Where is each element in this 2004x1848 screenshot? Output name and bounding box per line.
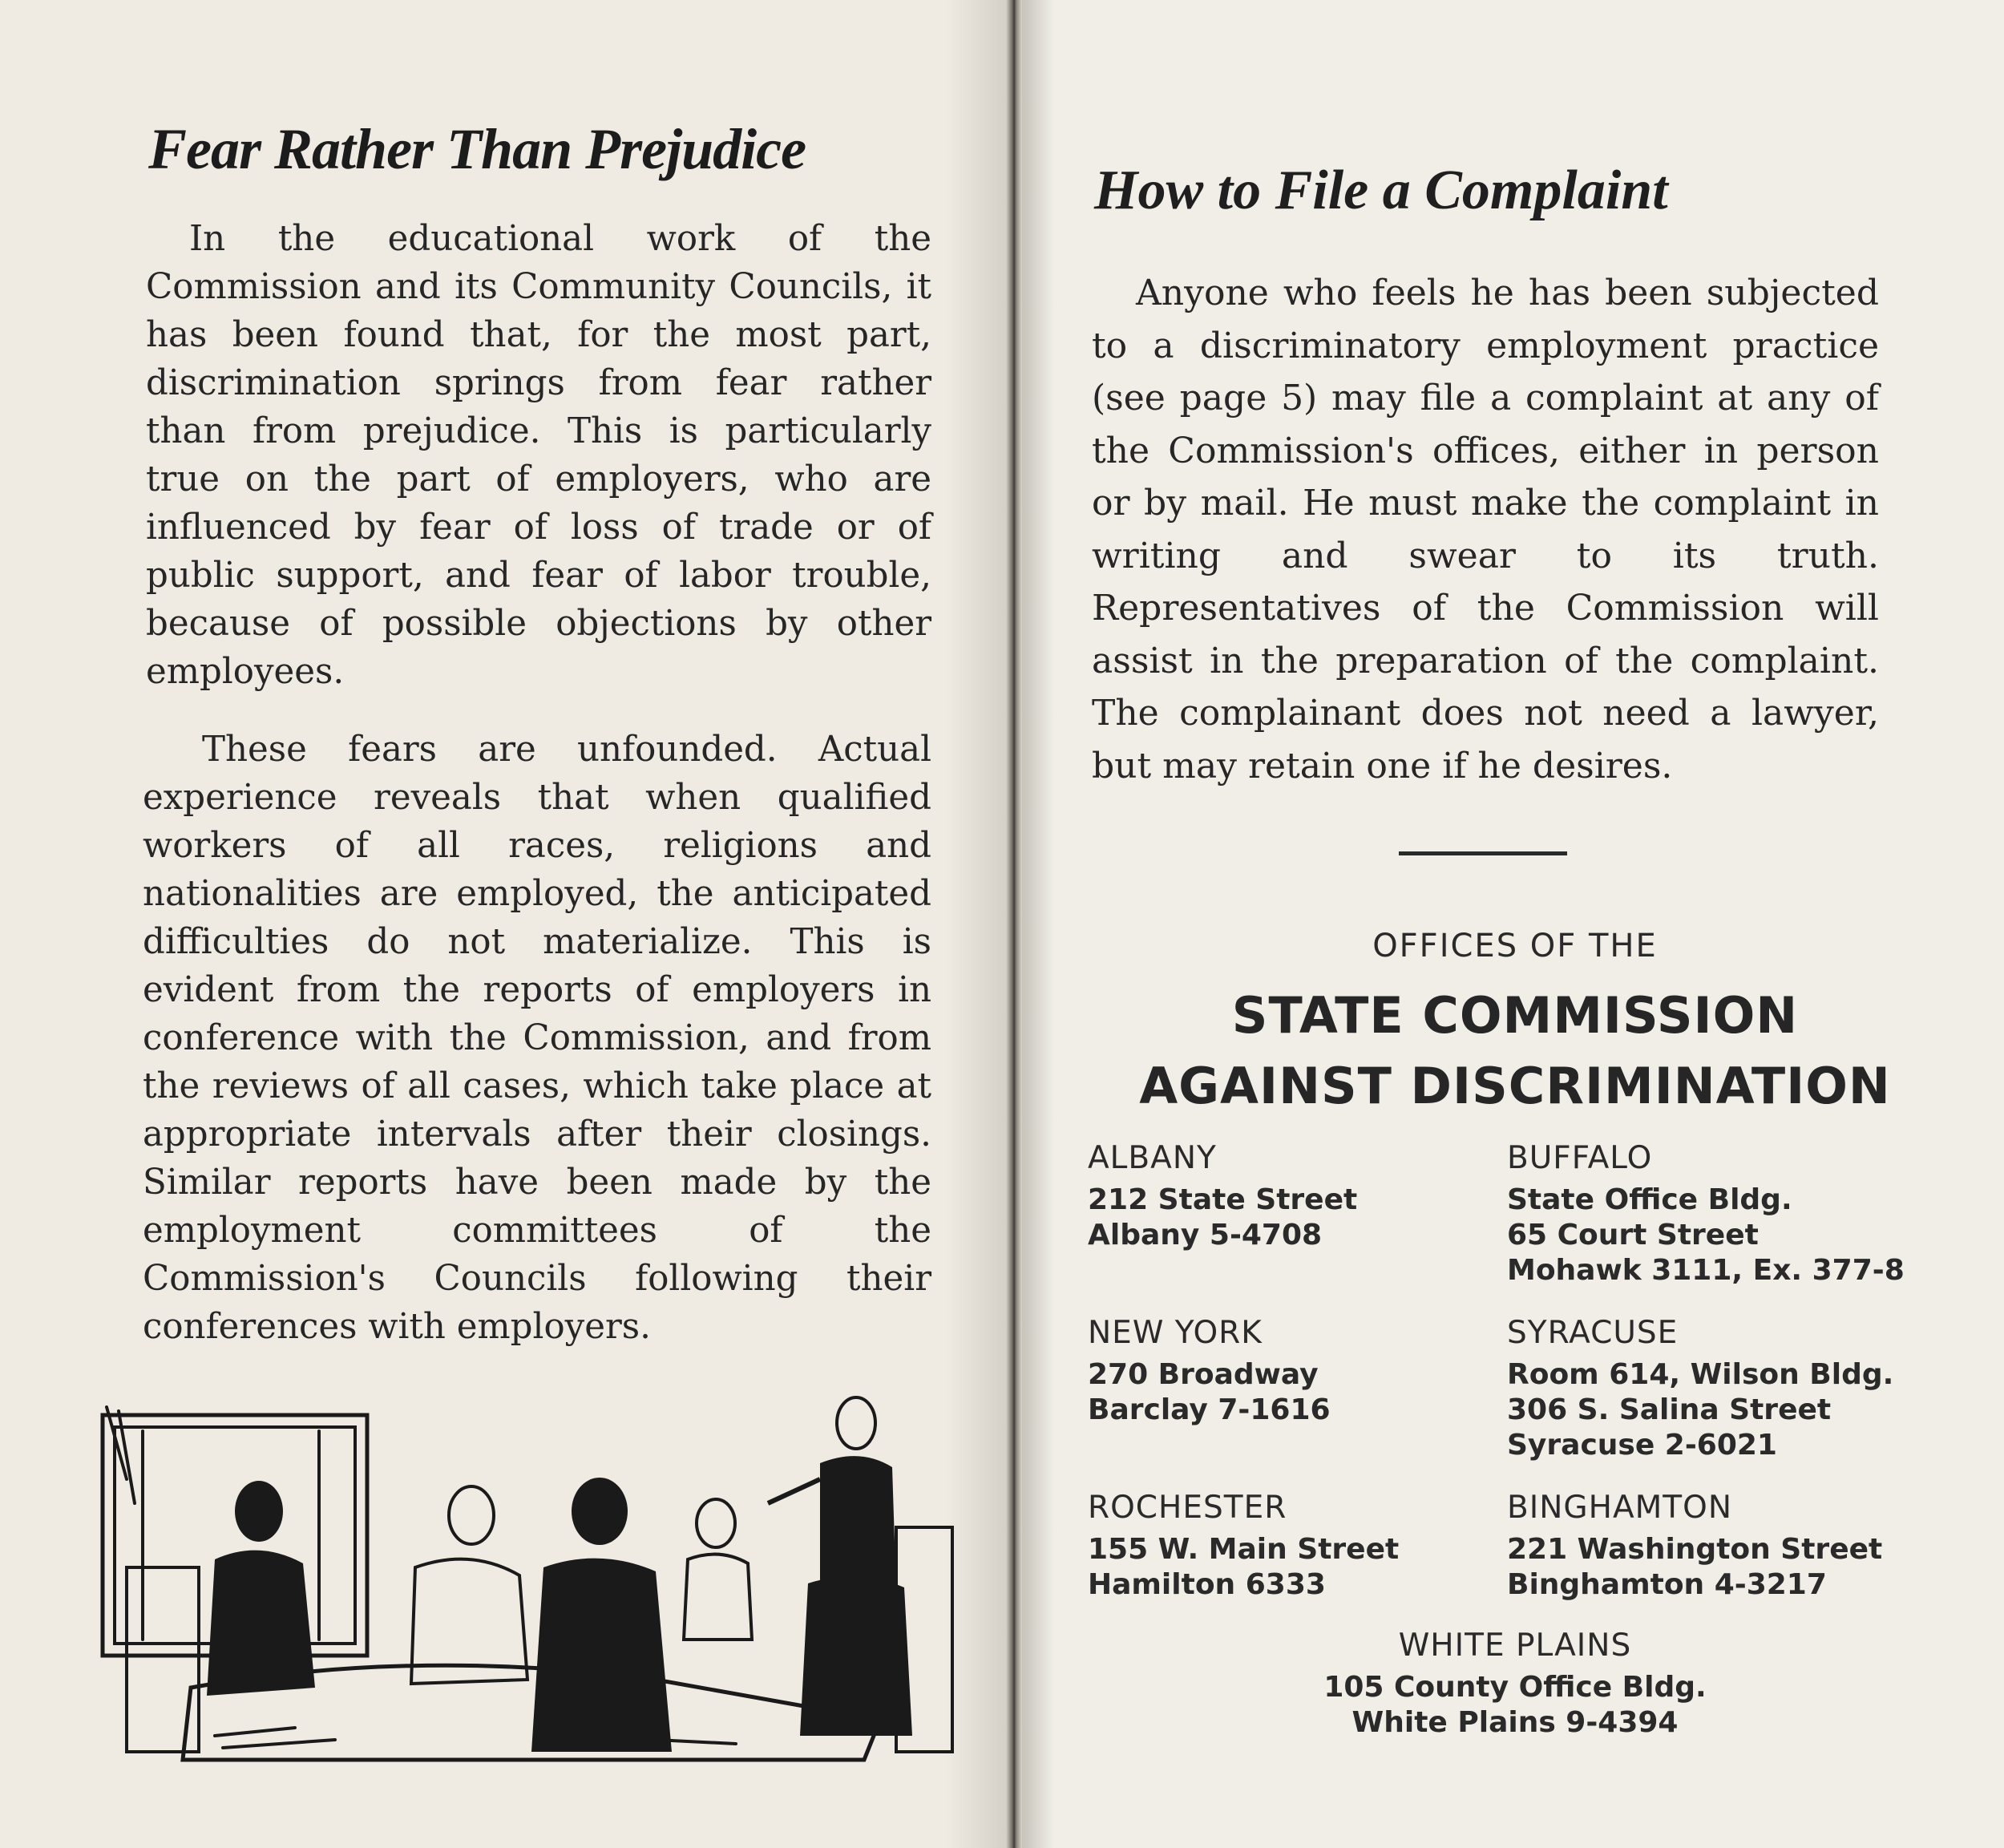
commission-title-line-1: STATE COMMISSION xyxy=(1231,986,1799,1045)
left-page-heading: Fear Rather Than Prejudice xyxy=(148,117,806,181)
meeting-illustration xyxy=(95,1383,964,1784)
right-page-heading: How to File a Complaint xyxy=(1094,160,1668,221)
office-phone: Syracuse 2-6021 xyxy=(1507,1429,1777,1462)
office-address: 212 State Street xyxy=(1088,1183,1358,1216)
office-new-york xyxy=(1088,1315,1331,1428)
office-phone: Mohawk 3111, Ex. 377-8 xyxy=(1507,1254,1905,1287)
commission-title-line-2: AGAINST DISCRIMINATION xyxy=(1139,1057,1891,1115)
office-phone: White Plains 9-4394 xyxy=(1351,1706,1679,1739)
office-city: BINGHAMTON xyxy=(1507,1490,1733,1526)
office-building: State Office Bldg. xyxy=(1507,1183,1792,1216)
office-city: ALBANY xyxy=(1088,1140,1217,1176)
office-city: SYRACUSE xyxy=(1507,1315,1679,1351)
office-address: 270 Broadway xyxy=(1088,1358,1319,1391)
office-white-plains xyxy=(1094,1628,1936,1741)
office-city: NEW YORK xyxy=(1088,1315,1263,1351)
spine-shadow xyxy=(1022,0,1054,1848)
office-building: Room 614, Wilson Bldg. xyxy=(1507,1358,1894,1391)
complaint-paragraph: Anyone who feels he has been subjected to a discriminatory employment practice (see page 5) may file a complaint at any of the Commission's offices, either in person or by mail. He must make the complaint in writing and swear to its truth. Representatives of the Commission will assist in the preparation of the complaint. The complainant does not need a lawyer, but may retain one if he desires. xyxy=(1092,273,1879,787)
office-address: 105 County Office Bldg. xyxy=(1323,1671,1707,1704)
left-paragraph-1: In the educational work of the Commission and its Community Councils, it has been found that, for the most part, discrimination springs from fear rather than from prejudice. This is particularly true on the part of employers, who are influenced by fear of loss of trade or of public support, and fear of labor trouble, because of possible objections by other employees. xyxy=(146,219,931,692)
offices-of-label: OFFICES OF THE xyxy=(1372,928,1658,964)
book-gutter xyxy=(1006,0,1022,1848)
office-address: 306 S. Salina Street xyxy=(1507,1393,1832,1426)
office-city: WHITE PLAINS xyxy=(1398,1628,1632,1664)
office-rochester xyxy=(1088,1490,1399,1603)
left-paragraph-2: These fears are unfounded. Actual experience reveals that when qualified workers of all races, religions and nationalities are employed, the anticipated difficulties do not materialize. This is evident from the reports of employers in conference with the Commission, and from the reviews of all cases, which take place at appropriate intervals after their closings. Similar reports have been made by the employment committees of the Commission's Councils following their conferences with employers. xyxy=(143,730,931,1347)
office-city: ROCHESTER xyxy=(1088,1490,1287,1526)
office-binghamton xyxy=(1507,1490,1882,1603)
section-divider xyxy=(1399,851,1567,855)
office-phone: Albany 5-4708 xyxy=(1088,1219,1323,1252)
office-phone: Hamilton 6333 xyxy=(1088,1568,1326,1601)
office-buffalo xyxy=(1507,1140,1905,1288)
office-albany xyxy=(1088,1140,1357,1253)
office-city: BUFFALO xyxy=(1507,1140,1653,1176)
office-address: 65 Court Street xyxy=(1507,1219,1759,1252)
office-phone: Barclay 7-1616 xyxy=(1088,1393,1331,1426)
office-address: 155 W. Main Street xyxy=(1088,1533,1400,1566)
office-syracuse xyxy=(1507,1315,1893,1463)
office-address: 221 Washington Street xyxy=(1507,1533,1883,1566)
office-phone: Binghamton 4-3217 xyxy=(1507,1568,1827,1601)
